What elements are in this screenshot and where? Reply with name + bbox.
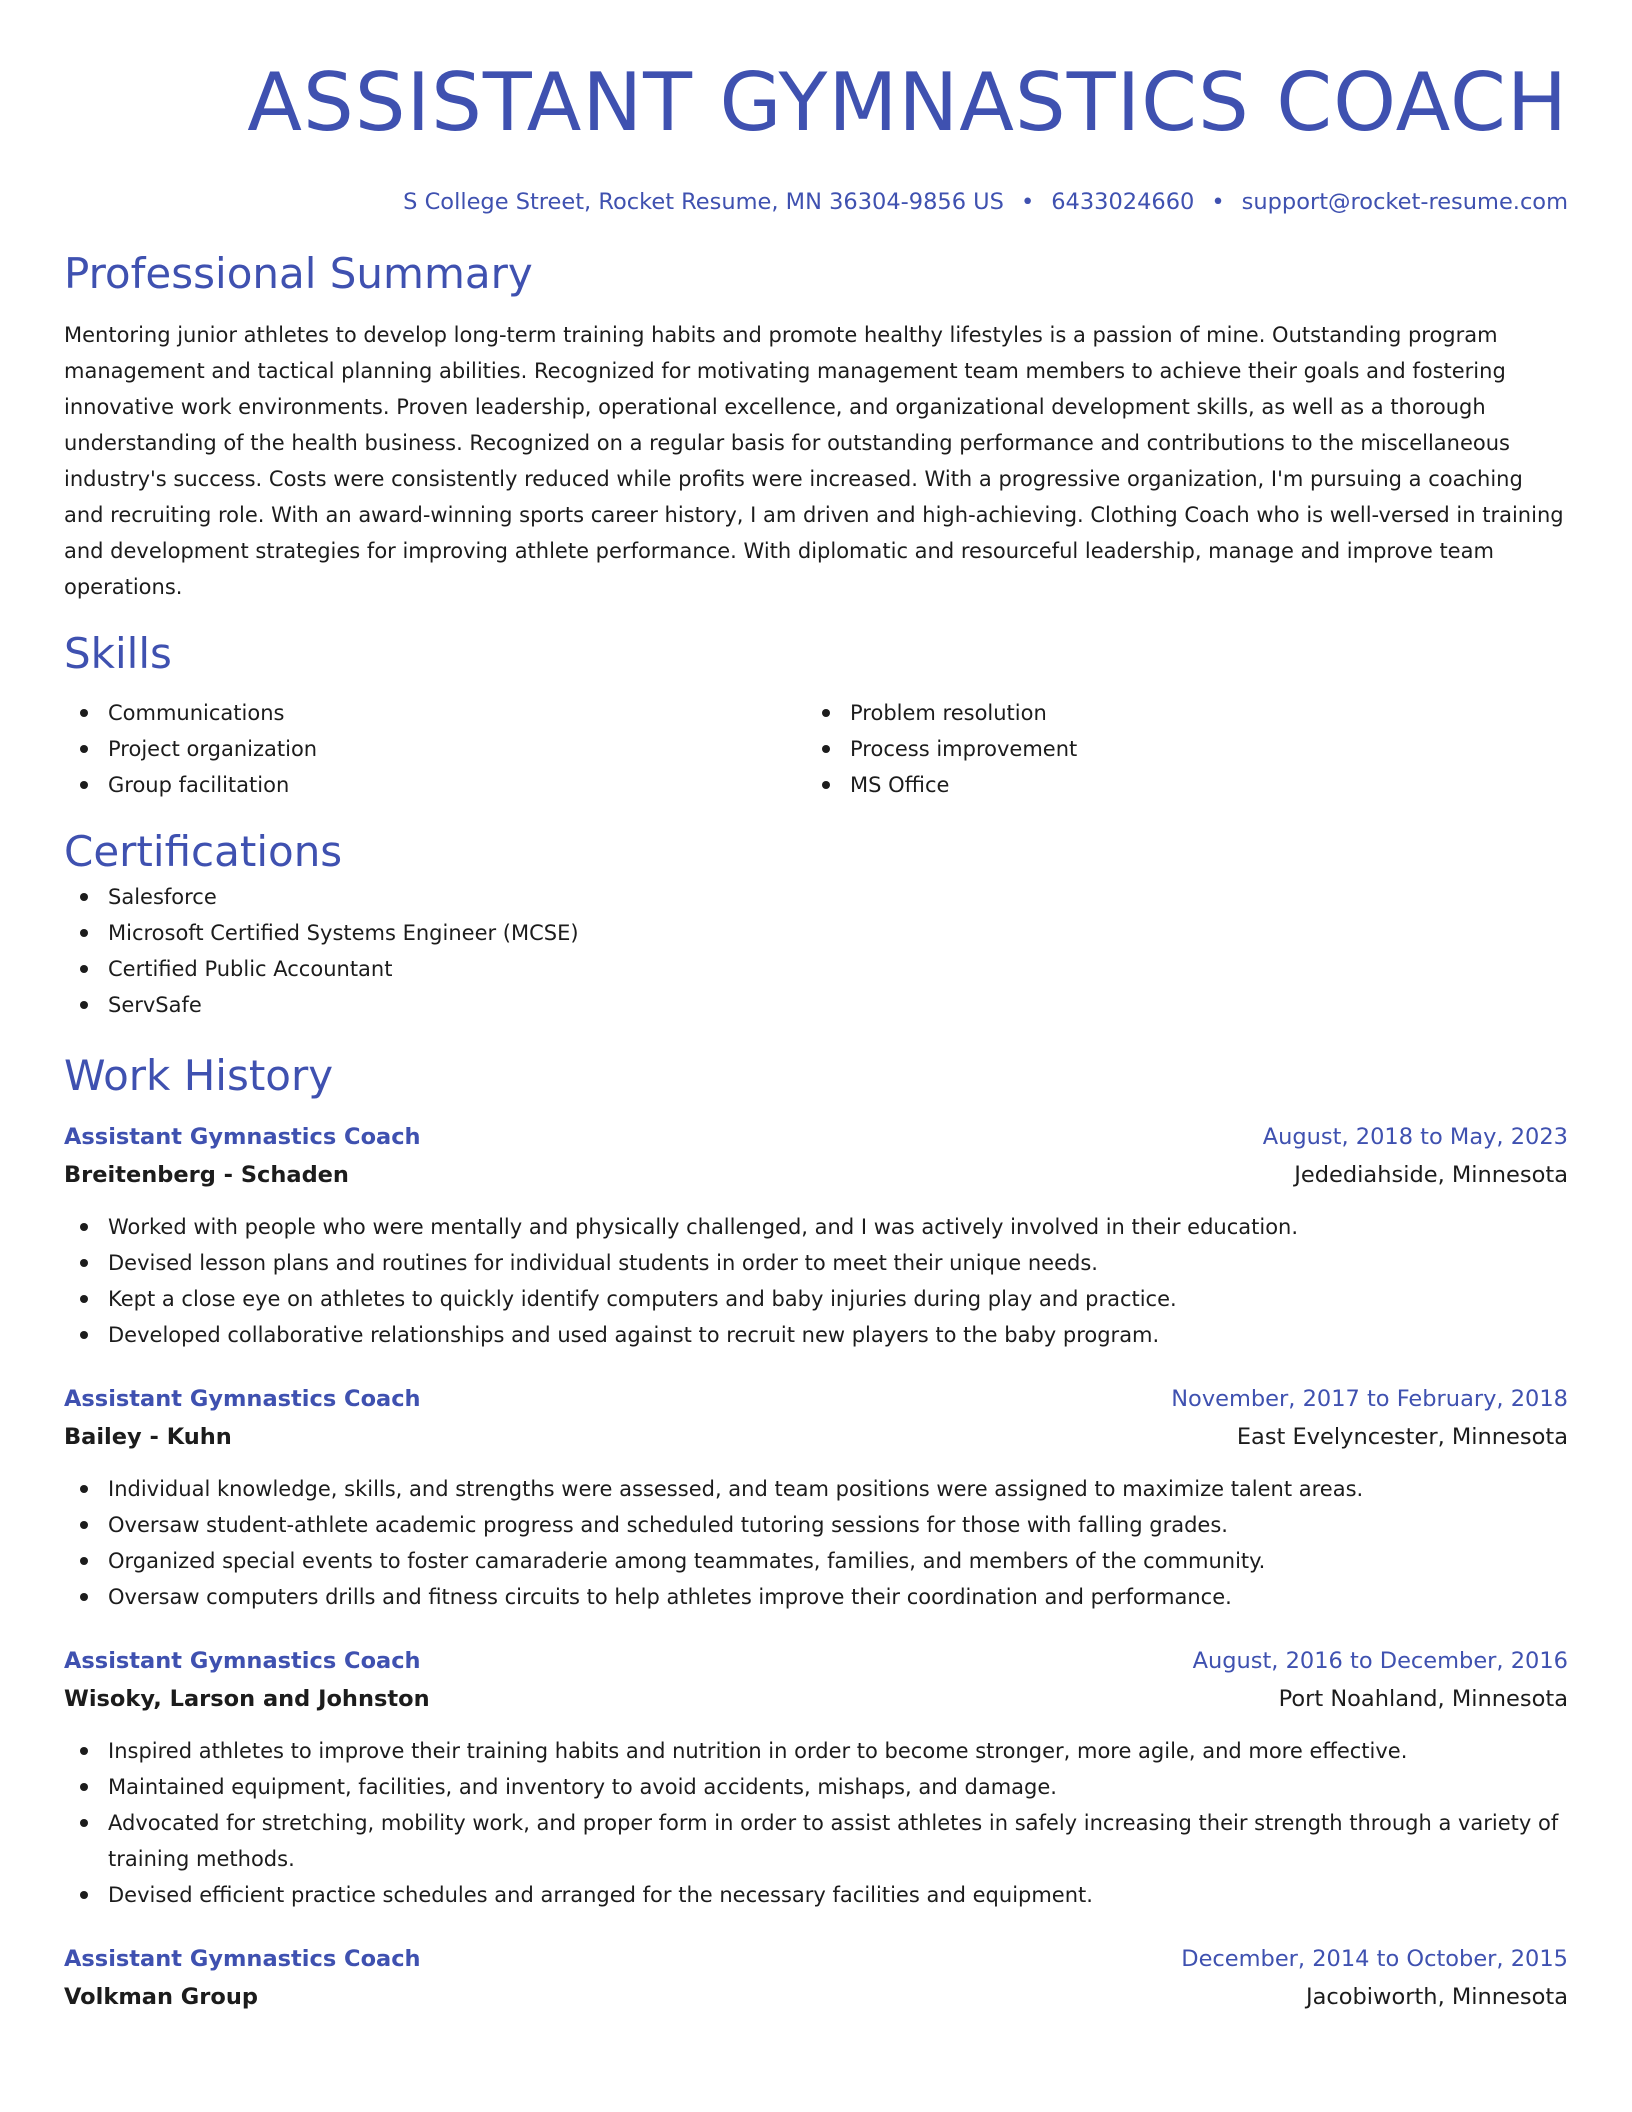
skill-item: Process improvement bbox=[806, 731, 1548, 767]
skill-item: Problem resolution bbox=[806, 695, 1548, 731]
skills-right-list bbox=[806, 695, 1548, 803]
job-bullet: Kept a close eye on athletes to quickly identify computers and baby injuries during play and practice. bbox=[64, 1281, 1568, 1317]
job-bullet: Worked with people who were mentally and physically challenged, and I was actively involved in their education. bbox=[64, 1209, 1568, 1245]
certification-item: Salesforce bbox=[64, 879, 1568, 915]
job-dates: August, 2018 to May, 2023 bbox=[1262, 1124, 1568, 1150]
job-location: Jacobiworth, Minnesota bbox=[1305, 1984, 1568, 2010]
job-company: Bailey - Kuhn bbox=[64, 1424, 232, 1450]
job-bullet: Advocated for stretching, mobility work, and proper form in order to assist athletes in safely increasing their strength through a variety of training methods. bbox=[64, 1805, 1568, 1877]
job-bullet: Devised efficient practice schedules and arranged for the necessary facilities and equipment. bbox=[64, 1877, 1568, 1913]
job-bullet: Oversaw student-athlete academic progress and scheduled tutoring sessions for those with falling grades. bbox=[64, 1507, 1568, 1543]
contact-separator: • bbox=[1211, 189, 1225, 215]
job-bullets bbox=[64, 1733, 1568, 1913]
work-history-heading: Work History bbox=[64, 1051, 334, 1100]
summary-heading: Professional Summary bbox=[64, 249, 533, 298]
skill-item: MS Office bbox=[806, 767, 1548, 803]
job-entry bbox=[64, 1643, 1568, 1913]
job-title: Assistant Gymnastics Coach bbox=[64, 1946, 421, 1972]
contact-email[interactable]: support@rocket-resume.com bbox=[1241, 189, 1568, 215]
job-bullet: Individual knowledge, skills, and strengths were assessed, and team positions were assigned to maximize talent areas. bbox=[64, 1471, 1568, 1507]
job-entry bbox=[64, 1381, 1568, 1615]
certification-item: Microsoft Certified Systems Engineer (MCSE) bbox=[64, 915, 1568, 951]
contact-line bbox=[64, 187, 1568, 217]
job-company-row bbox=[64, 1155, 1568, 1195]
skills-left-list bbox=[64, 695, 806, 803]
skill-item: Group facilitation bbox=[64, 767, 806, 803]
job-title: Assistant Gymnastics Coach bbox=[64, 1386, 421, 1412]
job-header-row bbox=[64, 1119, 1568, 1155]
job-bullet: Developed collaborative relationships and used against to recruit new players to the baby program. bbox=[64, 1317, 1568, 1353]
job-company-row bbox=[64, 1977, 1568, 2017]
certification-item: ServSafe bbox=[64, 987, 1568, 1023]
certifications-heading: Certifications bbox=[64, 827, 343, 876]
job-bullets bbox=[64, 1471, 1568, 1615]
skills-columns bbox=[64, 695, 1568, 803]
skill-item: Project organization bbox=[64, 731, 806, 767]
job-company: Volkman Group bbox=[64, 1984, 258, 2010]
job-entry bbox=[64, 1941, 1568, 2017]
job-bullet: Inspired athletes to improve their training habits and nutrition in order to become stronger, more agile, and more effective. bbox=[64, 1733, 1568, 1769]
job-dates: November, 2017 to February, 2018 bbox=[1171, 1386, 1568, 1412]
job-company-row bbox=[64, 1417, 1568, 1457]
job-company: Wisoky, Larson and Johnston bbox=[64, 1686, 430, 1712]
job-bullets bbox=[64, 1209, 1568, 1353]
job-location: East Evelyncester, Minnesota bbox=[1236, 1424, 1568, 1450]
job-location: Jedediahside, Minnesota bbox=[1294, 1162, 1568, 1188]
contact-address: S College Street, Rocket Resume, MN 36304-9856 US bbox=[403, 189, 1004, 215]
job-company-row bbox=[64, 1679, 1568, 1719]
job-bullet: Maintained equipment, facilities, and inventory to avoid accidents, mishaps, and damage. bbox=[64, 1769, 1568, 1805]
certifications-list bbox=[64, 879, 1568, 1023]
job-bullet: Devised lesson plans and routines for individual students in order to meet their unique needs. bbox=[64, 1245, 1568, 1281]
contact-phone: 6433024660 bbox=[1051, 189, 1195, 215]
skill-item: Communications bbox=[64, 695, 806, 731]
summary-text: Mentoring junior athletes to develop long-term training habits and promote healthy lifestyles is a passion of mine. Outstanding program management and tactical planning abilities. Recognized for motivating management team members to achieve their goals and fostering innovative work environments. Proven leadership, operational excellence, and organizational development skills, as well as a thorough understanding of the health business. Recognized on a regular basis for outstanding performance and contributions to the miscellaneous industry's success. Costs were consistently reduced while profits were increased. With a progressive organization, I'm pursuing a coaching and recruiting role. With an award-winning sports career history, I am driven and high-achieving. Clothing Coach who is well-versed in training and development strategies for improving athlete performance. With diplomatic and resourceful leadership, manage and improve team operations. bbox=[64, 323, 1564, 599]
job-bullet: Oversaw computers drills and fitness circuits to help athletes improve their coordination and performance. bbox=[64, 1579, 1568, 1615]
job-entry bbox=[64, 1119, 1568, 1353]
job-title: Assistant Gymnastics Coach bbox=[64, 1124, 421, 1150]
job-dates: August, 2016 to December, 2016 bbox=[1192, 1648, 1568, 1674]
resume-name: ASSISTANT GYMNASTICS COACH bbox=[247, 56, 1568, 149]
certification-item: Certified Public Accountant bbox=[64, 951, 1568, 987]
contact-separator: • bbox=[1020, 189, 1035, 215]
job-company: Breitenberg - Schaden bbox=[64, 1162, 349, 1188]
job-location: Port Noahland, Minnesota bbox=[1278, 1686, 1568, 1712]
job-header-row bbox=[64, 1941, 1568, 1977]
job-title: Assistant Gymnastics Coach bbox=[64, 1648, 421, 1674]
job-header-row bbox=[64, 1643, 1568, 1679]
job-dates: December, 2014 to October, 2015 bbox=[1181, 1946, 1568, 1972]
job-bullet: Organized special events to foster camaraderie among teammates, families, and members of the community. bbox=[64, 1543, 1568, 1579]
job-header-row bbox=[64, 1381, 1568, 1417]
skills-heading: Skills bbox=[64, 629, 172, 678]
